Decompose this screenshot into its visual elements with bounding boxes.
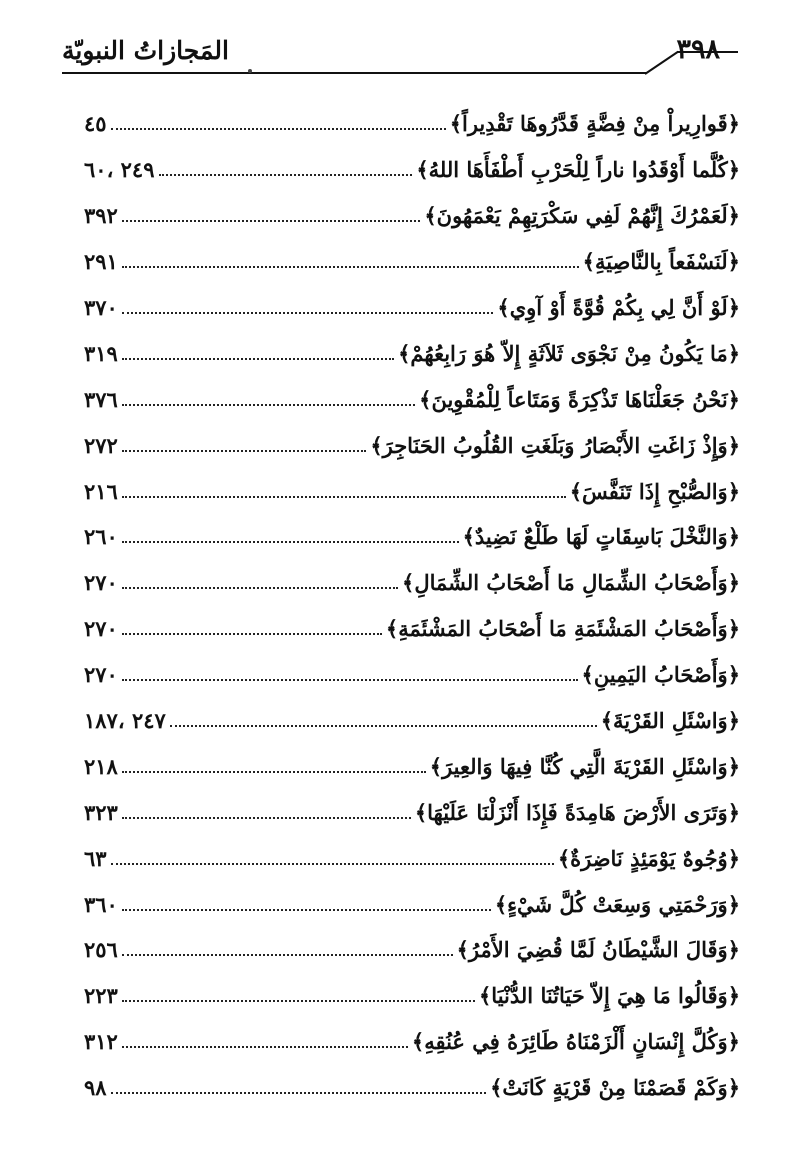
index-entry bbox=[84, 1065, 740, 1111]
index-entry bbox=[84, 835, 740, 881]
verse-text: ﴿كُلَّما أَوْقَدُوا ناراً لِلْحَرْبِ أَطْفَأَهَا اللهُ﴾ bbox=[416, 157, 740, 183]
book-title: المَجازاتُ النبويّة bbox=[62, 36, 229, 65]
dot-leader bbox=[122, 953, 453, 956]
page-reference: ٢٩١ bbox=[84, 249, 118, 275]
verse-text: ﴿وَكُلَّ إِنْسَانٍ أَلْزَمْنَاهُ طَائِرَهُ فِي عُنُقِهِ﴾ bbox=[411, 1029, 740, 1055]
verse-text: ﴿وَقَالُوا مَا هِيَ إِلاّ حَيَاتُنَا الدُّنْيَا﴾ bbox=[479, 983, 740, 1009]
dot-leader bbox=[122, 403, 415, 406]
dot-leader bbox=[122, 908, 491, 911]
page-reference: ٣٧٠ bbox=[84, 295, 118, 320]
verse-text: ﴿نَحْنُ جَعَلْنَاهَا تَذْكِرَةً وَمَتَاعاً لِلْمُقْوِينَ﴾ bbox=[419, 386, 740, 412]
dot-leader bbox=[122, 586, 398, 589]
page-reference: ٢٧٠ bbox=[84, 662, 118, 688]
verse-text: ﴿وَأَصْحَابُ اليَمِينِ﴾ bbox=[581, 662, 740, 688]
verse-text: ﴿لَوْ أَنَّ لِي بِكُمْ قُوَّةً أَوْ آوِي﴾ bbox=[497, 295, 740, 320]
index-entry bbox=[84, 927, 740, 973]
verse-text: ﴿مَا يَكُونُ مِنْ نَجْوَى ثَلاَثَةٍ إِلاّ هُوَ رَابِعُهُمْ﴾ bbox=[398, 340, 740, 366]
dot-leader bbox=[159, 173, 413, 176]
index-entry bbox=[84, 652, 740, 698]
page-reference: ٣٧٦ bbox=[84, 386, 118, 412]
verse-text: ﴿وَأَصْحَابُ الشِّمَالِ مَا أَصْحَابُ الشِّمَالِ﴾ bbox=[402, 570, 740, 596]
page-reference: ٢٥٦ bbox=[84, 937, 118, 963]
page-reference: ٣٢٣ bbox=[84, 799, 118, 825]
dot-leader bbox=[122, 1045, 408, 1048]
page-reference: ٣١٢ bbox=[84, 1029, 118, 1055]
verse-text: ﴿لَنَسْفَعاً بِالنَّاصِيَةِ﴾ bbox=[582, 249, 740, 275]
page-reference: ٢٧٠ bbox=[84, 570, 118, 596]
index-entry bbox=[84, 468, 740, 514]
index-entry bbox=[84, 376, 740, 422]
page-reference: ٢٢٣ bbox=[84, 983, 118, 1009]
page-reference: ٢٤٧ ،١٨٧ bbox=[84, 708, 166, 734]
dot-leader bbox=[122, 816, 411, 819]
index-entry bbox=[84, 422, 740, 468]
verse-text: ﴿وَرَحْمَتِي وَسِعَتْ كُلَّ شَيْءٍ﴾ bbox=[494, 891, 740, 917]
print-speck bbox=[248, 69, 252, 73]
verse-text: ﴿قَوارِيراْ مِنْ فِضَّةٍ قَدَّرُوهَا تَقْدِيراً﴾ bbox=[449, 111, 740, 137]
index-entry bbox=[84, 606, 740, 652]
verse-text: ﴿وَالنَّخْلَ بَاسِقَاتٍ لَهَا طَلْعٌ نَضِيدٌ﴾ bbox=[462, 524, 740, 550]
dot-leader bbox=[111, 127, 446, 130]
dot-leader bbox=[111, 862, 554, 865]
index-entry bbox=[84, 239, 740, 285]
page-reference: ٣٦٠ bbox=[84, 891, 118, 917]
dot-leader bbox=[122, 632, 382, 635]
page-reference: ٣١٩ bbox=[84, 340, 118, 366]
verse-text: ﴿وَكَمْ قَصَمْنَا مِنْ قَرْيَةٍ كَانَتْ﴾ bbox=[490, 1075, 740, 1101]
verse-text: ﴿وَقَالَ الشَّيْطَانُ لَمَّا قُضِيَ الأَمْرُ﴾ bbox=[456, 937, 740, 963]
verse-text: ﴿وَاسْئَلِ القَرْيَةَ﴾ bbox=[600, 708, 740, 734]
index-entry bbox=[84, 973, 740, 1019]
page-reference: ٢٧٢ bbox=[84, 432, 118, 458]
index-entry bbox=[84, 514, 740, 560]
verse-text: ﴿وَتَرَى الأَرْضَ هَامِدَةً فَإِذَا أَنْزَلْنَا عَلَيْهَا﴾ bbox=[414, 799, 740, 825]
index-entry bbox=[84, 789, 740, 835]
page-reference: ٦٣ bbox=[84, 845, 107, 871]
page-reference: ٢٤٩ ،٦٠ bbox=[84, 157, 155, 183]
index-entry bbox=[84, 147, 740, 193]
index-entry bbox=[84, 743, 740, 789]
page-reference: ٢١٦ bbox=[84, 478, 118, 504]
verse-index-list bbox=[84, 101, 740, 1111]
verse-text: ﴿وَالصُّبْحِ إِذَا تَنَفَّسَ﴾ bbox=[569, 478, 740, 504]
dot-leader bbox=[122, 449, 366, 452]
dot-leader bbox=[122, 540, 459, 543]
page-reference: ٢٦٠ bbox=[84, 524, 118, 550]
page-reference: ٣٩٢ bbox=[84, 203, 118, 229]
header-rule-bend bbox=[644, 51, 678, 75]
dot-leader bbox=[122, 311, 494, 314]
index-entry bbox=[84, 1019, 740, 1065]
dot-leader bbox=[122, 219, 421, 222]
page-reference: ٢٧٠ bbox=[84, 616, 118, 642]
dot-leader bbox=[122, 678, 578, 681]
running-header bbox=[62, 36, 738, 96]
dot-leader bbox=[111, 1091, 487, 1094]
index-entry bbox=[84, 330, 740, 376]
verse-text: ﴿لَعَمْرُكَ إِنَّهُمْ لَفِي سَكْرَتِهِمْ يَعْمَهُونَ﴾ bbox=[424, 203, 740, 229]
index-entry bbox=[84, 193, 740, 239]
page-reference: ٤٥ bbox=[84, 111, 107, 137]
dot-leader bbox=[170, 724, 597, 727]
index-entry bbox=[84, 101, 740, 147]
header-rule bbox=[62, 72, 646, 74]
page-reference: ٩٨ bbox=[84, 1075, 107, 1101]
index-entry bbox=[84, 698, 740, 744]
index-entry bbox=[84, 560, 740, 606]
page-number: ٣٩٨ bbox=[676, 34, 720, 65]
verse-text: ﴿وَاسْئَلِ القَرْيَةَ الَّتِي كُنَّا فِيهَا وَالعِيرَ﴾ bbox=[429, 753, 740, 779]
verse-text: ﴿وَأَصْحَابُ المَشْئَمَةِ مَا أَصْحَابُ المَشْئَمَةِ﴾ bbox=[385, 616, 740, 642]
dot-leader bbox=[122, 495, 566, 498]
dot-leader bbox=[122, 999, 475, 1002]
dot-leader bbox=[122, 357, 394, 360]
dot-leader bbox=[122, 770, 426, 773]
verse-text: ﴿وَإِذْ زَاغَتِ الأَبْصَارُ وَبَلَغَتِ القُلُوبُ الحَنَاجِرَ﴾ bbox=[370, 432, 740, 458]
verse-text: ﴿وُجُوهٌ يَوْمَئِذٍ نَاضِرَةٌ﴾ bbox=[557, 845, 740, 871]
index-entry bbox=[84, 881, 740, 927]
page-reference: ٢١٨ bbox=[84, 753, 118, 779]
header-rule-tab bbox=[677, 51, 738, 53]
dot-leader bbox=[122, 265, 579, 268]
index-entry bbox=[84, 285, 740, 331]
